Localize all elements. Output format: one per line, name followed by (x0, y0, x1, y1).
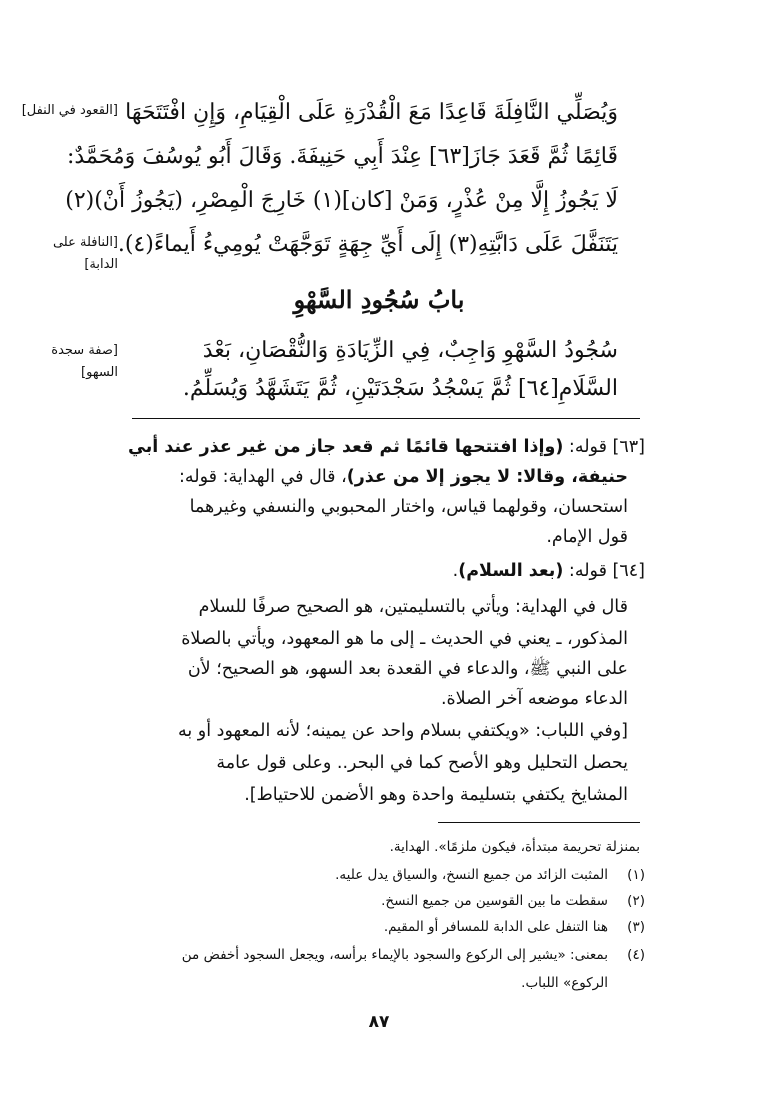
commentary-number: [٦٤] (612, 561, 645, 581)
footnote-continuation: بمنزلة تحريمة مبتدأة، فيكون ملزمًا». الهداية. (389, 839, 640, 855)
commentary-lead: قوله: (563, 561, 607, 581)
main-text-line: وَيُصَلِّي النَّافِلَةَ قَاعِدًا مَعَ الْقُدْرَةِ عَلَى الْقِيَامِ، وَإِنِ افْتَتَحَهَا (125, 100, 618, 125)
footnote-number: (٢) (627, 893, 645, 909)
footnote-text: الركوع» اللباب. (521, 975, 608, 991)
footnote-text: هنا التنفل على الدابة للمسافر أو المقيم. (383, 919, 608, 935)
main-text-line: لَا يَجُوزُ إِلَّا مِنْ عُذْرٍ، وَمَنْ [كان](١) خَارِجَ الْمِصْرِ، (يَجُوزُ أَنْ)(٢) (65, 188, 618, 213)
commentary-text: . (452, 561, 459, 581)
main-text-line: السَّلَامِ[٦٤] ثُمَّ يَسْجُدُ سَجْدَتَيْنِ، ثُمَّ يَتَشَهَّدُ وَيُسَلِّمُ. (182, 376, 618, 401)
footnote-divider (438, 822, 640, 823)
commentary-quote: حنيفة، وقالا: لا يجوز إلا من عذر) (346, 467, 628, 487)
commentary-63-line: استحسان، وقولهما قياس، واختار المحبوبي والنسفي وغيرهما (189, 497, 628, 517)
commentary-lead: قوله: (563, 437, 607, 457)
margin-note-sahw: [صفة سجدة السهو] (51, 343, 118, 380)
main-text-line: قَائِمًا ثُمَّ قَعَدَ جَازَ[٦٣] عِنْدَ أَبِي حَنِيفَةَ. وَقَالَ أَبُو يُوسُفَ وَمُحَمَّدٌ: (67, 144, 618, 169)
margin-note-mount: [النافلة على الدابة] (52, 235, 118, 272)
footnote-text: بمعنى: «يشير إلى الركوع والسجود بالإيماء برأسه، ويجعل السجود أخفض من (181, 947, 608, 963)
commentary-64-line: المشايخ يكتفي بتسليمة واحدة وهو الأضمن للاحتياط]. (244, 785, 628, 805)
commentary-64-line: الدعاء موضعه آخر الصلاة. (440, 689, 628, 709)
section-divider (132, 418, 640, 419)
footnote-number: (١) (627, 867, 645, 883)
commentary-number: [٦٣] (612, 437, 645, 457)
footnote-text: المثبت الزائد من جميع النسخ، والسياق يدل عليه. (335, 867, 608, 883)
commentary-63-line (179, 462, 628, 492)
main-text-line: سُجُودُ السَّهْوِ وَاجِبٌ، فِي الزِّيَادَةِ وَالنُّقْصَانِ، بَعْدَ (202, 338, 618, 363)
commentary-64-line (453, 556, 645, 586)
commentary-text: ، قال في الهداية: قوله: (178, 467, 347, 487)
chapter-title: بابُ سُجُودِ السَّهْوِ (293, 285, 465, 314)
commentary-64-line: [وفي اللباب: «ويكتفي بسلام واحد عن يمينه؛ لأنه المعهود أو به (177, 721, 628, 741)
commentary-64-line: على النبي ﷺ، والدعاء في القعدة بعد السهو، هو الصحيح؛ لأن (187, 659, 628, 679)
footnote-number: (٣) (627, 919, 645, 935)
commentary-63-line: قول الإمام. (546, 527, 628, 547)
commentary-quote: (وإذا افتتحها قائمًا ثم قعد جاز من غير عذر عند أبي (128, 437, 564, 457)
commentary-64-line: المذكور، ـ يعني في الحديث ـ إلى ما هو المعهود، ويأتي بالصلاة (181, 629, 628, 649)
page-number: ٨٧ (368, 1012, 390, 1032)
commentary-quote: (بعد السلام) (458, 561, 564, 581)
commentary-64-line: قال في الهداية: ويأتي بالتسليمتين، هو الصحيح صرفًا للسلام (198, 597, 628, 617)
main-text-line: يَتَنَفَّلَ عَلَى دَابَّتِهِ(٣) إِلَى أَيِّ جِهَةٍ تَوَجَّهَتْ يُومِيءُ أَيماءً(٤). (117, 232, 618, 257)
margin-note-qu'ud: [القعود في النفل] (21, 103, 118, 118)
footnote-number: (٤) (627, 947, 645, 963)
commentary-63-line (128, 432, 645, 462)
footnote-text: سقطت ما بين القوسين من جميع النسخ. (381, 893, 608, 909)
commentary-64-line: يحصل التحليل وهو الأصح كما في البحر.. وعلى قول عامة (216, 753, 628, 773)
